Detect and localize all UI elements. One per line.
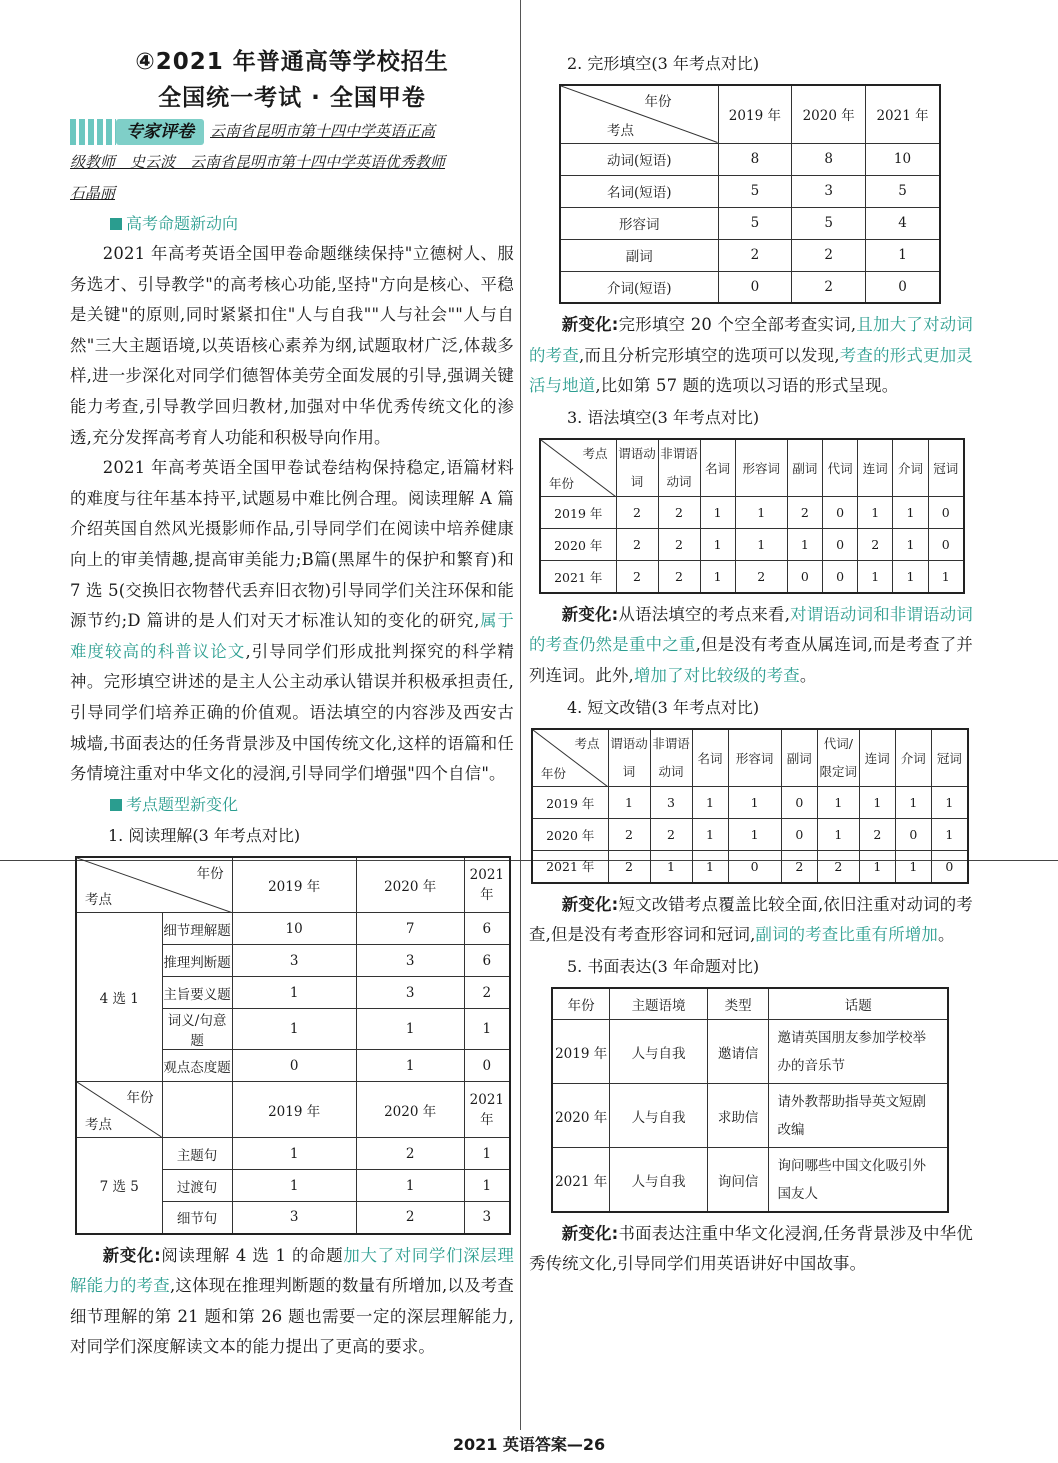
cell: 1 [817, 787, 859, 819]
subsection-title: 4. 短文改错(3 年考点对比) [567, 697, 760, 717]
point-label: 词义/句意题 [162, 1009, 232, 1050]
cell: 1 [692, 787, 728, 819]
new-change-paragraph: 新变化:从语法填空的考点来看,对谓语动词和非谓语动词的考查仍然是重中之重,但是没有考查从属连词,而是考查了并列连词。此外,增加了对比较级的考查。 [529, 604, 973, 685]
point-label: 细节理解题 [162, 913, 232, 945]
cell: 2 [792, 239, 866, 271]
year-label: 2020 年 [552, 1084, 610, 1148]
cell: 1 [787, 529, 822, 561]
column-header: 非谓语动词 [658, 439, 700, 497]
cell: 1 [356, 1009, 464, 1050]
cell: 0 [866, 271, 940, 303]
column-header: 代词/限定词 [817, 729, 859, 787]
cell: 1 [232, 1138, 356, 1170]
cell: 5 [718, 175, 792, 207]
cell: 5 [866, 175, 940, 207]
cell: 3 [464, 1202, 510, 1234]
column-header: 谓语动词 [616, 439, 658, 497]
cell: 1 [735, 529, 787, 561]
cell: 1 [895, 787, 931, 819]
point-label: 副词 [560, 239, 718, 271]
cell: 1 [858, 561, 893, 593]
cell: 1 [650, 851, 692, 883]
cell: 询问信 [707, 1148, 769, 1212]
cell: 6 [464, 945, 510, 977]
cell: 10 [232, 913, 356, 945]
cell: 2 [787, 497, 822, 529]
point-label: 主旨要义题 [162, 977, 232, 1009]
year-header: 2021 年 [464, 1082, 510, 1138]
point-label: 推理判断题 [162, 945, 232, 977]
cell: 1 [728, 787, 781, 819]
cell: 10 [866, 143, 940, 175]
paragraph: 2021 年高考英语全国甲卷命题继续保持"立德树人、服务选才、引导教学"的高考核心功能,坚持"方向是核心、平稳是关键"的原则,同时紧紧扣住"人与自我""人与社会""人与自然"三大主题语境,以英语核心素养为纲,试题取材广泛,体裁多样,进一步深化对同学们德智体美劳全面发展的引导,强调关键能力考查,引导教学回归教材,加强对中华优秀传统文化的渗透,充分发挥高考育人功能和积极导向作用。 [70, 244, 514, 447]
cell: 2 [817, 851, 859, 883]
table-row [532, 787, 968, 819]
author-block: 专家评卷 云南省昆明市第十四中学英语正高 级教师 史云波 云南省昆明市第十四中学英语优秀教师 石晶丽 [70, 116, 514, 209]
diag-header-cell: 年份 考点 [560, 85, 718, 143]
diag-header-cell: 考点 年份 [532, 729, 608, 787]
group-label: 4 选 1 [76, 913, 162, 1082]
square-bullet-icon [110, 799, 122, 811]
column-header: 连词 [859, 729, 895, 787]
cell: 2 [616, 561, 658, 593]
cell: 8 [718, 143, 792, 175]
cell: 0 [718, 271, 792, 303]
cell: 2 [859, 819, 895, 851]
cell: 3 [356, 977, 464, 1009]
column-header: 冠词 [928, 439, 964, 497]
cell: 0 [928, 497, 964, 529]
cell: 0 [822, 529, 857, 561]
cell: 1 [895, 851, 931, 883]
table-row [552, 1084, 948, 1148]
column-header: 类型 [707, 988, 769, 1020]
cell: 2 [781, 851, 817, 883]
cell: 3 [650, 787, 692, 819]
table-row [540, 529, 964, 561]
table-row [552, 1148, 948, 1212]
point-label: 细节句 [162, 1202, 232, 1234]
cell: 1 [858, 497, 893, 529]
cell: 1 [692, 819, 728, 851]
year-label: 2021 年 [532, 851, 608, 883]
left-column [70, 44, 514, 1363]
year-header: 2020 年 [356, 1082, 464, 1138]
cell: 2 [650, 819, 692, 851]
column-header: 年份 [552, 988, 610, 1020]
cell: 3 [356, 945, 464, 977]
cell: 2 [718, 239, 792, 271]
cell: 1 [464, 1138, 510, 1170]
cell: 2 [735, 561, 787, 593]
cell: 1 [700, 561, 735, 593]
cell: 2 [792, 271, 866, 303]
year-label: 2019 年 [552, 1020, 610, 1084]
cell: 2 [464, 977, 510, 1009]
cell: 0 [895, 819, 931, 851]
cell: 0 [822, 561, 857, 593]
page-footer: 2021 英语答案—26 [452, 1435, 606, 1454]
column-header: 介词 [893, 439, 928, 497]
new-change-paragraph: 新变化:书面表达注重中华文化浸润,任务背景涉及中华优秀传统文化,引导同学们用英语讲好中国故事。 [529, 1223, 974, 1274]
year-label: 2020 年 [540, 529, 616, 561]
point-label: 介词(短语) [560, 271, 718, 303]
section-heading: 高考命题新动向 [110, 209, 514, 239]
cell: 1 [728, 819, 781, 851]
cell: 1 [232, 977, 356, 1009]
table-row [540, 497, 964, 529]
column-header: 谓语动词 [608, 729, 650, 787]
cell: 0 [464, 1050, 510, 1082]
column-header: 名词 [692, 729, 728, 787]
column-header: 形容词 [735, 439, 787, 497]
cell: 1 [700, 529, 735, 561]
cell: 4 [866, 207, 940, 239]
column-header: 非谓语动词 [650, 729, 692, 787]
diag-header-cell: 年份 考点 [76, 857, 232, 913]
cell: 1 [735, 497, 787, 529]
year-label: 2019 年 [532, 787, 608, 819]
cell: 1 [893, 497, 928, 529]
year-label: 2021 年 [552, 1148, 610, 1212]
new-change-paragraph: 新变化:完形填空 20 个空全部考查实词,且加大了对动词的考查,而且分析完形填空的选项可以发现,考查的形式更加灵活与地道,比如第 57 题的选项以习语的形式呈现。 [529, 315, 973, 396]
cell: 6 [464, 913, 510, 945]
cell: 0 [232, 1050, 356, 1082]
subsection-title: 1. 阅读理解(3 年考点对比) [108, 825, 301, 845]
page-subtitle: 全国统一考试 · 全国甲卷 [158, 85, 426, 111]
cell: 1 [464, 1009, 510, 1050]
cell: 7 [356, 913, 464, 945]
diag-header-cell: 年份 考点 [76, 1082, 162, 1138]
point-label: 观点态度题 [162, 1050, 232, 1082]
cell: 2 [356, 1138, 464, 1170]
point-label: 动词(短语) [560, 143, 718, 175]
diag-header-cell: 考点 年份 [540, 439, 616, 497]
paragraph: 2021 年高考英语全国甲卷试卷结构保持稳定,语篇材料的难度与往年基本持平,试题易中难比例合理。阅读理解 A 篇介绍英国自然风光摄影师作品,引导同学们在阅读中培养健康向上的审美情趣,提高审美能力;B篇(黑犀牛的保护和繁育)和 7 选 5(交换旧衣物替代丢弃旧衣物)引导同学们关注环保和能源节约;D 篇讲的是人们对天才标准认知的变化的研究,属于难度较高的科普议论文,引导同学们形成批判探究的科学精神。完形填空讲述的是主人公主动承认错误并积极承担责任,引导同学们培养正确的价值观。语法填空的内容涉及西安古城墙,书面表达的任务背景涉及中国传统文化,这样的语篇和任务情境注重对中华文化的浸润,引导同学们增强"四个自信"。 [70, 458, 514, 784]
year-header: 2020 年 [792, 85, 866, 143]
writing-table [551, 987, 949, 1213]
cell: 人与自我 [610, 1020, 707, 1084]
column-header: 介词 [895, 729, 931, 787]
point-label: 过渡句 [162, 1170, 232, 1202]
cell: 求助信 [707, 1084, 769, 1148]
error-correction-table [531, 728, 969, 884]
cell: 1 [464, 1170, 510, 1202]
cell: 0 [787, 561, 822, 593]
table-row [532, 819, 968, 851]
cell: 2 [608, 851, 650, 883]
cell: 1 [866, 239, 940, 271]
subsection-title: 5. 书面表达(3 年命题对比) [567, 956, 760, 976]
section-heading: 考点题型新变化 [110, 790, 514, 820]
year-header: 2019 年 [232, 857, 356, 913]
cell: 2 [658, 561, 700, 593]
square-bullet-icon [110, 218, 122, 230]
cell: 1 [356, 1050, 464, 1082]
cell: 0 [781, 819, 817, 851]
table-row [552, 1020, 948, 1084]
cell: 0 [931, 851, 968, 883]
cell: 3 [792, 175, 866, 207]
year-label: 2020 年 [532, 819, 608, 851]
cell: 2 [608, 819, 650, 851]
cell: 1 [931, 819, 968, 851]
column-header: 代词 [822, 439, 857, 497]
cell: 1 [859, 851, 895, 883]
cell: 5 [718, 207, 792, 239]
cell: 邀请信 [707, 1020, 769, 1084]
column-header: 名词 [700, 439, 735, 497]
subsection-title: 2. 完形填空(3 年考点对比) [567, 54, 760, 73]
cell: 1 [356, 1170, 464, 1202]
cell: 1 [893, 561, 928, 593]
cell: 0 [728, 851, 781, 883]
cell: 2 [356, 1202, 464, 1234]
year-label: 2019 年 [540, 497, 616, 529]
cell: 1 [608, 787, 650, 819]
year-header: 2021 年 [866, 85, 940, 143]
cell: 2 [858, 529, 893, 561]
cell: 2 [658, 497, 700, 529]
reading-table [75, 856, 511, 1235]
table-row [540, 561, 964, 593]
cell: 0 [822, 497, 857, 529]
cell: 0 [928, 529, 964, 561]
cell: 1 [232, 1009, 356, 1050]
cell: 1 [232, 1170, 356, 1202]
new-change-paragraph: 新变化:短文改错考点覆盖比较全面,依旧注重对动词的考查,但是没有考查形容词和冠词,副词的考查比重有所增加。 [529, 894, 974, 945]
point-label: 名词(短语) [560, 175, 718, 207]
cell: 1 [700, 497, 735, 529]
cell: 2 [616, 497, 658, 529]
column-header: 冠词 [931, 729, 968, 787]
cell: 邀请英国朋友参加学校举办的音乐节 [769, 1020, 948, 1084]
cloze-table [559, 84, 941, 304]
cell: 1 [692, 851, 728, 883]
cell: 0 [781, 787, 817, 819]
column-header: 形容词 [728, 729, 781, 787]
year-label: 2021 年 [540, 561, 616, 593]
cell: 询问哪些中国文化吸引外国友人 [769, 1148, 948, 1212]
column-header: 副词 [781, 729, 817, 787]
column-divider [520, 0, 521, 1430]
cell: 2 [658, 529, 700, 561]
cell: 3 [232, 1202, 356, 1234]
year-header: 2020 年 [356, 857, 464, 913]
column-header: 连词 [858, 439, 893, 497]
cell: 2 [616, 529, 658, 561]
column-header: 话题 [769, 988, 948, 1020]
cell: 1 [893, 529, 928, 561]
year-header: 2019 年 [718, 85, 792, 143]
cell: 1 [928, 561, 964, 593]
cell: 1 [817, 819, 859, 851]
cell: 5 [792, 207, 866, 239]
cell: 3 [232, 945, 356, 977]
column-header: 主题语境 [610, 988, 707, 1020]
cell: 请外教帮助指导英文短剧改编 [769, 1084, 948, 1148]
group-label: 7 选 5 [76, 1138, 162, 1234]
new-change-paragraph: 新变化:阅读理解 4 选 1 的命题加大了对同学们深层理解能力的考查,这体现在推理判断题的数量有所增加,以及考查细节理解的第 21 题和第 26 题也需要一定的深层理解能力,对同学们深度解读文本的能力提出了更高的要求。 [70, 1245, 515, 1357]
grammar-table [539, 438, 965, 594]
point-label: 主题句 [162, 1138, 232, 1170]
year-header: 2021 年 [464, 857, 510, 913]
cell: 8 [792, 143, 866, 175]
column-header: 副词 [787, 439, 822, 497]
point-label: 形容词 [560, 207, 718, 239]
cell: 1 [859, 787, 895, 819]
subsection-title: 3. 语法填空(3 年考点对比) [567, 407, 760, 427]
table-row [532, 851, 968, 883]
cell: 人与自我 [610, 1148, 707, 1212]
cell: 人与自我 [610, 1084, 707, 1148]
page-title: ④2021 年普通高等学校招生 [135, 49, 449, 75]
right-column [529, 48, 973, 1280]
cell: 1 [931, 787, 968, 819]
expert-review-badge: 专家评卷 [70, 119, 204, 145]
year-header: 2019 年 [232, 1082, 356, 1138]
